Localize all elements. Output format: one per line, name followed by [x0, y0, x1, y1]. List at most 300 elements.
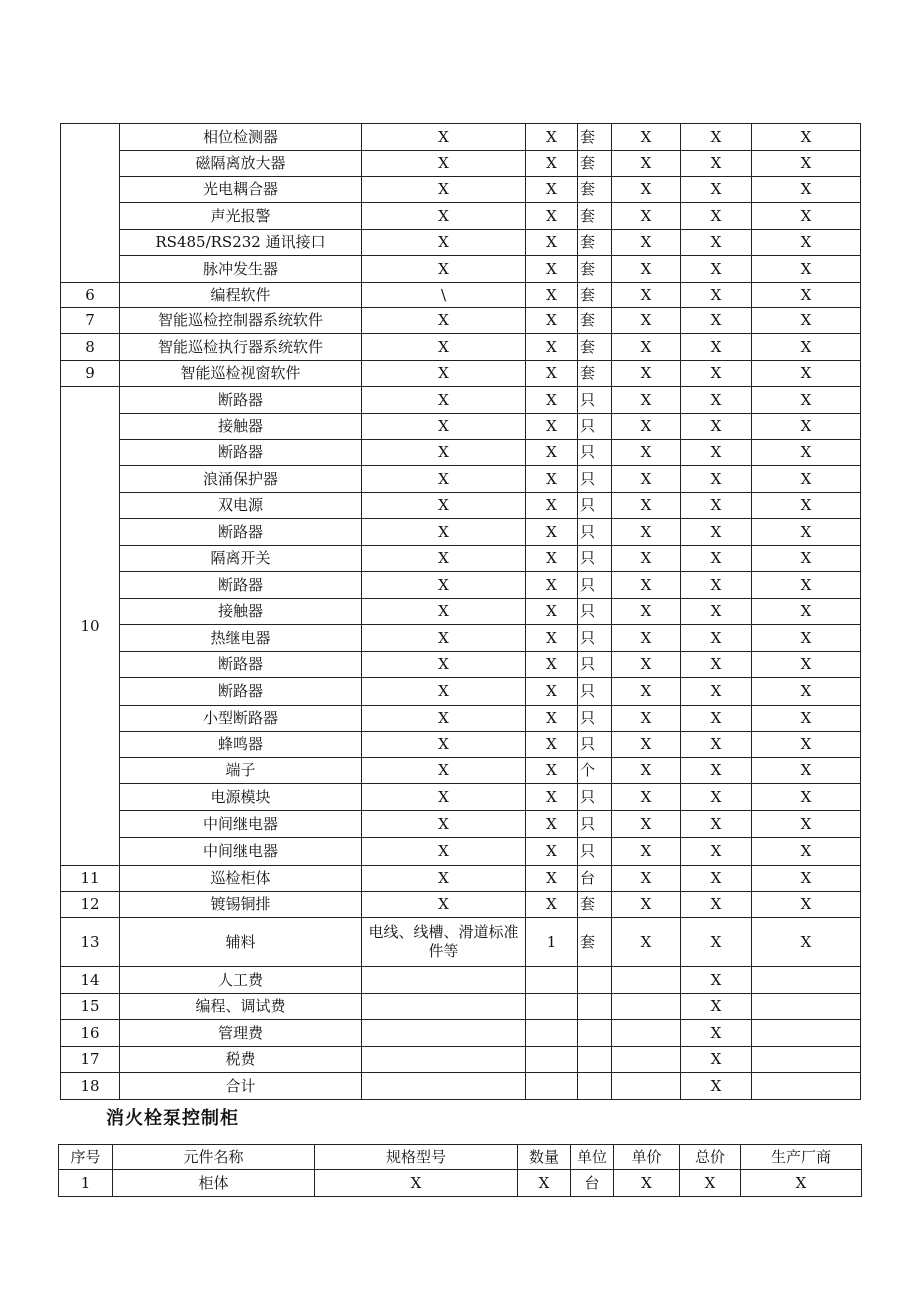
cell-name: 光电耦合器	[120, 177, 362, 203]
cell-no: 12	[61, 892, 120, 918]
cell-name: 脉冲发生器	[120, 256, 362, 283]
cell-name: 镀锡铜排	[120, 892, 362, 918]
cell-total: X	[681, 838, 752, 866]
cell-unit: 只	[578, 625, 612, 652]
cell-no: 6	[61, 283, 120, 308]
cell-unit	[578, 1073, 612, 1100]
cell-price: X	[612, 784, 681, 811]
table-row	[61, 283, 861, 308]
cell-unit: 只	[578, 572, 612, 599]
cell-price: X	[612, 256, 681, 283]
cell-spec: X	[362, 892, 526, 918]
cell-maker: X	[741, 1170, 862, 1197]
table-row	[61, 1073, 861, 1100]
table-row	[61, 519, 861, 546]
cell-unit: 只	[578, 838, 612, 866]
table-row	[61, 572, 861, 599]
table-row	[61, 230, 861, 256]
cell-maker: X	[752, 706, 861, 732]
cell-price: X	[612, 572, 681, 599]
cell-spec: X	[362, 177, 526, 203]
cell-spec: 电线、线槽、滑道标准件等	[362, 918, 526, 967]
table-row	[61, 625, 861, 652]
table-row	[61, 918, 861, 967]
cell-unit: 套	[578, 334, 612, 361]
cell-spec: X	[362, 440, 526, 466]
cell-unit: 套	[578, 361, 612, 387]
cell-no: 18	[61, 1073, 120, 1100]
cell-unit: 套	[578, 230, 612, 256]
cell-price: X	[612, 652, 681, 678]
cell-qty: X	[526, 599, 578, 625]
table-row	[61, 414, 861, 440]
cell-spec: X	[362, 678, 526, 706]
cell-qty: X	[526, 652, 578, 678]
cell-price: X	[612, 892, 681, 918]
header-row	[59, 1145, 862, 1170]
cell-price: X	[612, 678, 681, 706]
cell-spec: X	[362, 599, 526, 625]
cell-unit: 只	[578, 546, 612, 572]
cell-unit: 套	[578, 177, 612, 203]
cell-maker: X	[752, 892, 861, 918]
cell-maker: X	[752, 572, 861, 599]
table-row	[59, 1170, 862, 1197]
cell-qty: X	[526, 283, 578, 308]
component-table-body	[61, 124, 861, 1100]
cell-name: 声光报警	[120, 203, 362, 230]
cell-name: 断路器	[120, 387, 362, 414]
cell-unit: 套	[578, 203, 612, 230]
cell-price: X	[612, 177, 681, 203]
cell-qty: X	[526, 572, 578, 599]
cell-price	[612, 994, 681, 1020]
cell-total: X	[681, 625, 752, 652]
component-table	[60, 123, 861, 1100]
cell-qty: X	[526, 625, 578, 652]
cell-spec: X	[362, 493, 526, 519]
cell-name: 中间继电器	[120, 838, 362, 866]
cell-no: 15	[61, 994, 120, 1020]
table-row	[61, 758, 861, 784]
table-row	[61, 1020, 861, 1047]
table-row	[61, 256, 861, 283]
table-row	[61, 151, 861, 177]
table-row	[61, 706, 861, 732]
cell-name: 人工费	[120, 967, 362, 994]
cell-unit: 套	[578, 892, 612, 918]
cell-unit	[578, 1020, 612, 1047]
cell-total: X	[681, 334, 752, 361]
cell-spec	[362, 1073, 526, 1100]
cell-maker: X	[752, 811, 861, 838]
cell-price: X	[612, 151, 681, 177]
cell-spec: X	[362, 732, 526, 758]
cell-maker: X	[752, 732, 861, 758]
cell-name: 电源模块	[120, 784, 362, 811]
cell-name: 断路器	[120, 678, 362, 706]
cell-name: 编程、调试费	[120, 994, 362, 1020]
cell-name: 浪涌保护器	[120, 466, 362, 493]
cell-qty: 1	[526, 918, 578, 967]
cell-name: RS485/RS232 通讯接口	[120, 230, 362, 256]
cell-price: X	[612, 466, 681, 493]
cell-price: X	[612, 308, 681, 334]
cell-qty: X	[526, 256, 578, 283]
cell-price: X	[612, 440, 681, 466]
cell-spec: X	[362, 838, 526, 866]
cell-spec: X	[362, 625, 526, 652]
cell-unit: 只	[578, 706, 612, 732]
cell-qty	[526, 1047, 578, 1073]
cell-total: X	[681, 283, 752, 308]
cell-spec: X	[362, 203, 526, 230]
cell-qty: X	[526, 414, 578, 440]
cell-name: 编程软件	[120, 283, 362, 308]
table-row	[61, 838, 861, 866]
cell-no: 17	[61, 1047, 120, 1073]
cell-maker: X	[752, 466, 861, 493]
cell-name: 智能巡检视窗软件	[120, 361, 362, 387]
cell-spec: X	[362, 230, 526, 256]
cell-no: 8	[61, 334, 120, 361]
cell-unit: 只	[578, 519, 612, 546]
cell-maker: X	[752, 625, 861, 652]
cell-maker: X	[752, 493, 861, 519]
cell-total: X	[681, 230, 752, 256]
cell-name: 端子	[120, 758, 362, 784]
cell-total: X	[681, 678, 752, 706]
cell-spec: X	[362, 387, 526, 414]
cell-qty: X	[526, 308, 578, 334]
cell-total: X	[681, 892, 752, 918]
pump-cabinet-table-body	[59, 1145, 862, 1197]
cell-spec: X	[362, 758, 526, 784]
cell-total: X	[681, 994, 752, 1020]
cell-total: X	[681, 203, 752, 230]
cell-total: X	[681, 308, 752, 334]
cell-no	[61, 124, 120, 283]
cell-price: X	[612, 758, 681, 784]
cell-maker: X	[752, 151, 861, 177]
cell-name: 磁隔离放大器	[120, 151, 362, 177]
cell-spec	[362, 994, 526, 1020]
cell-unit: 台	[578, 866, 612, 892]
cell-no: 1	[59, 1170, 113, 1197]
cell-maker: X	[752, 866, 861, 892]
cell-total: X	[681, 706, 752, 732]
cell-qty: X	[526, 466, 578, 493]
section-title: 消火栓泵控制柜	[106, 1108, 239, 1129]
table-row	[61, 466, 861, 493]
header-spec: 规格型号	[315, 1145, 518, 1170]
cell-maker	[752, 994, 861, 1020]
cell-price: X	[612, 387, 681, 414]
cell-price: X	[612, 361, 681, 387]
cell-name: 热继电器	[120, 625, 362, 652]
cell-maker: X	[752, 838, 861, 866]
cell-spec: X	[362, 334, 526, 361]
cell-price: X	[612, 625, 681, 652]
cell-spec: X	[362, 151, 526, 177]
cell-qty: X	[526, 177, 578, 203]
cell-qty: X	[526, 387, 578, 414]
cell-unit: 套	[578, 918, 612, 967]
cell-spec: X	[362, 572, 526, 599]
table-row	[61, 440, 861, 466]
cell-price: X	[612, 706, 681, 732]
cell-qty: X	[526, 866, 578, 892]
cell-no: 11	[61, 866, 120, 892]
cell-maker: X	[752, 387, 861, 414]
table-row	[61, 308, 861, 334]
cell-unit: 只	[578, 599, 612, 625]
cell-spec: X	[362, 466, 526, 493]
cell-total: X	[681, 124, 752, 151]
cell-unit: 只	[578, 784, 612, 811]
cell-unit: 只	[578, 387, 612, 414]
cell-maker: X	[752, 414, 861, 440]
cell-spec	[362, 967, 526, 994]
cell-price: X	[612, 519, 681, 546]
table-row	[61, 493, 861, 519]
cell-name: 小型断路器	[120, 706, 362, 732]
table-row	[61, 892, 861, 918]
cell-unit: 只	[578, 414, 612, 440]
cell-price: X	[612, 414, 681, 440]
cell-maker: X	[752, 918, 861, 967]
cell-unit: 只	[578, 652, 612, 678]
table-row	[61, 967, 861, 994]
cell-unit: 只	[578, 678, 612, 706]
cell-qty: X	[526, 361, 578, 387]
cell-qty: X	[526, 440, 578, 466]
cell-qty: X	[526, 706, 578, 732]
cell-maker: X	[752, 440, 861, 466]
cell-name: 双电源	[120, 493, 362, 519]
cell-unit: 只	[578, 466, 612, 493]
cell-spec: X	[362, 706, 526, 732]
table-row	[61, 361, 861, 387]
cell-total: X	[681, 811, 752, 838]
cell-qty: X	[526, 334, 578, 361]
cell-qty: X	[526, 493, 578, 519]
cell-total: X	[681, 599, 752, 625]
cell-name: 蜂鸣器	[120, 732, 362, 758]
cell-total: X	[681, 652, 752, 678]
cell-unit: 套	[578, 256, 612, 283]
cell-price: X	[612, 599, 681, 625]
table-row	[61, 811, 861, 838]
cell-unit: 只	[578, 732, 612, 758]
cell-price: X	[612, 124, 681, 151]
cell-name: 柜体	[113, 1170, 315, 1197]
cell-no: 10	[61, 387, 120, 866]
cell-unit: 台	[571, 1170, 614, 1197]
cell-unit: 套	[578, 124, 612, 151]
header-name: 元件名称	[113, 1145, 315, 1170]
cell-no: 9	[61, 361, 120, 387]
cell-spec: X	[362, 784, 526, 811]
cell-price: X	[612, 811, 681, 838]
cell-total: X	[681, 256, 752, 283]
cell-total: X	[681, 572, 752, 599]
cell-spec: X	[362, 546, 526, 572]
cell-maker: X	[752, 546, 861, 572]
cell-maker	[752, 967, 861, 994]
cell-maker	[752, 1020, 861, 1047]
table-row	[61, 203, 861, 230]
pump-cabinet-table	[58, 1144, 862, 1197]
cell-unit: 套	[578, 151, 612, 177]
cell-maker: X	[752, 678, 861, 706]
cell-total: X	[681, 414, 752, 440]
cell-qty: X	[526, 811, 578, 838]
cell-unit: 套	[578, 283, 612, 308]
cell-maker: X	[752, 599, 861, 625]
cell-total: X	[681, 918, 752, 967]
cell-total: X	[681, 151, 752, 177]
table-row	[61, 334, 861, 361]
cell-maker: X	[752, 334, 861, 361]
table-row	[61, 599, 861, 625]
cell-total: X	[681, 758, 752, 784]
header-qty: 数量	[518, 1145, 571, 1170]
cell-qty: X	[526, 546, 578, 572]
cell-total: X	[681, 387, 752, 414]
cell-total: X	[681, 361, 752, 387]
cell-qty: X	[526, 758, 578, 784]
cell-qty	[526, 994, 578, 1020]
cell-price	[612, 1047, 681, 1073]
cell-name: 巡检柜体	[120, 866, 362, 892]
cell-price	[612, 967, 681, 994]
cell-maker: X	[752, 308, 861, 334]
table-row	[61, 678, 861, 706]
header-total: 总价	[680, 1145, 741, 1170]
cell-qty: X	[526, 519, 578, 546]
cell-spec: \	[362, 283, 526, 308]
cell-spec: X	[362, 361, 526, 387]
cell-total: X	[681, 732, 752, 758]
cell-total: X	[681, 967, 752, 994]
cell-maker: X	[752, 519, 861, 546]
cell-qty: X	[526, 732, 578, 758]
cell-name: 断路器	[120, 652, 362, 678]
cell-price: X	[612, 732, 681, 758]
cell-name: 辅料	[120, 918, 362, 967]
table-row	[61, 177, 861, 203]
cell-qty: X	[526, 203, 578, 230]
cell-total: X	[681, 466, 752, 493]
table-row	[61, 732, 861, 758]
cell-spec: X	[362, 652, 526, 678]
cell-maker: X	[752, 256, 861, 283]
cell-maker: X	[752, 361, 861, 387]
cell-maker: X	[752, 230, 861, 256]
cell-total: X	[681, 866, 752, 892]
cell-spec: X	[362, 124, 526, 151]
cell-unit	[578, 967, 612, 994]
table-row	[61, 387, 861, 414]
cell-qty: X	[518, 1170, 571, 1197]
cell-spec: X	[362, 308, 526, 334]
cell-total: X	[681, 546, 752, 572]
cell-spec: X	[362, 811, 526, 838]
cell-qty: X	[526, 151, 578, 177]
table-row	[61, 1047, 861, 1073]
cell-maker	[752, 1073, 861, 1100]
cell-spec: X	[362, 519, 526, 546]
cell-unit: 套	[578, 308, 612, 334]
cell-qty: X	[526, 784, 578, 811]
cell-price: X	[612, 493, 681, 519]
cell-qty	[526, 1020, 578, 1047]
table-row	[61, 866, 861, 892]
cell-total: X	[681, 177, 752, 203]
table-row	[61, 124, 861, 151]
cell-total: X	[681, 1047, 752, 1073]
cell-name: 相位检测器	[120, 124, 362, 151]
header-no: 序号	[59, 1145, 113, 1170]
header-unit: 单位	[571, 1145, 614, 1170]
cell-spec: X	[362, 414, 526, 440]
cell-price: X	[612, 838, 681, 866]
cell-spec	[362, 1020, 526, 1047]
cell-qty	[526, 1073, 578, 1100]
cell-unit	[578, 1047, 612, 1073]
cell-unit: 只	[578, 811, 612, 838]
cell-name: 中间继电器	[120, 811, 362, 838]
cell-price	[612, 1020, 681, 1047]
cell-name: 断路器	[120, 572, 362, 599]
cell-total: X	[681, 493, 752, 519]
cell-maker: X	[752, 283, 861, 308]
cell-no: 7	[61, 308, 120, 334]
cell-name: 智能巡检控制器系统软件	[120, 308, 362, 334]
table-row	[61, 994, 861, 1020]
cell-qty: X	[526, 892, 578, 918]
cell-maker: X	[752, 203, 861, 230]
header-maker: 生产厂商	[741, 1145, 862, 1170]
cell-qty: X	[526, 838, 578, 866]
cell-name: 智能巡检执行器系统软件	[120, 334, 362, 361]
cell-spec: X	[362, 256, 526, 283]
cell-qty	[526, 967, 578, 994]
header-price: 单价	[614, 1145, 680, 1170]
cell-name: 隔离开关	[120, 546, 362, 572]
cell-maker: X	[752, 652, 861, 678]
cell-price: X	[612, 334, 681, 361]
cell-price	[612, 1073, 681, 1100]
cell-qty: X	[526, 230, 578, 256]
cell-price: X	[612, 283, 681, 308]
cell-unit: 只	[578, 493, 612, 519]
cell-name: 断路器	[120, 519, 362, 546]
cell-maker: X	[752, 758, 861, 784]
table-row	[61, 784, 861, 811]
cell-spec	[362, 1047, 526, 1073]
cell-unit: 只	[578, 440, 612, 466]
cell-spec: X	[315, 1170, 518, 1197]
cell-total: X	[681, 519, 752, 546]
cell-name: 合计	[120, 1073, 362, 1100]
cell-price: X	[612, 866, 681, 892]
cell-maker: X	[752, 177, 861, 203]
cell-name: 接触器	[120, 414, 362, 440]
table-row	[61, 546, 861, 572]
cell-total: X	[681, 784, 752, 811]
